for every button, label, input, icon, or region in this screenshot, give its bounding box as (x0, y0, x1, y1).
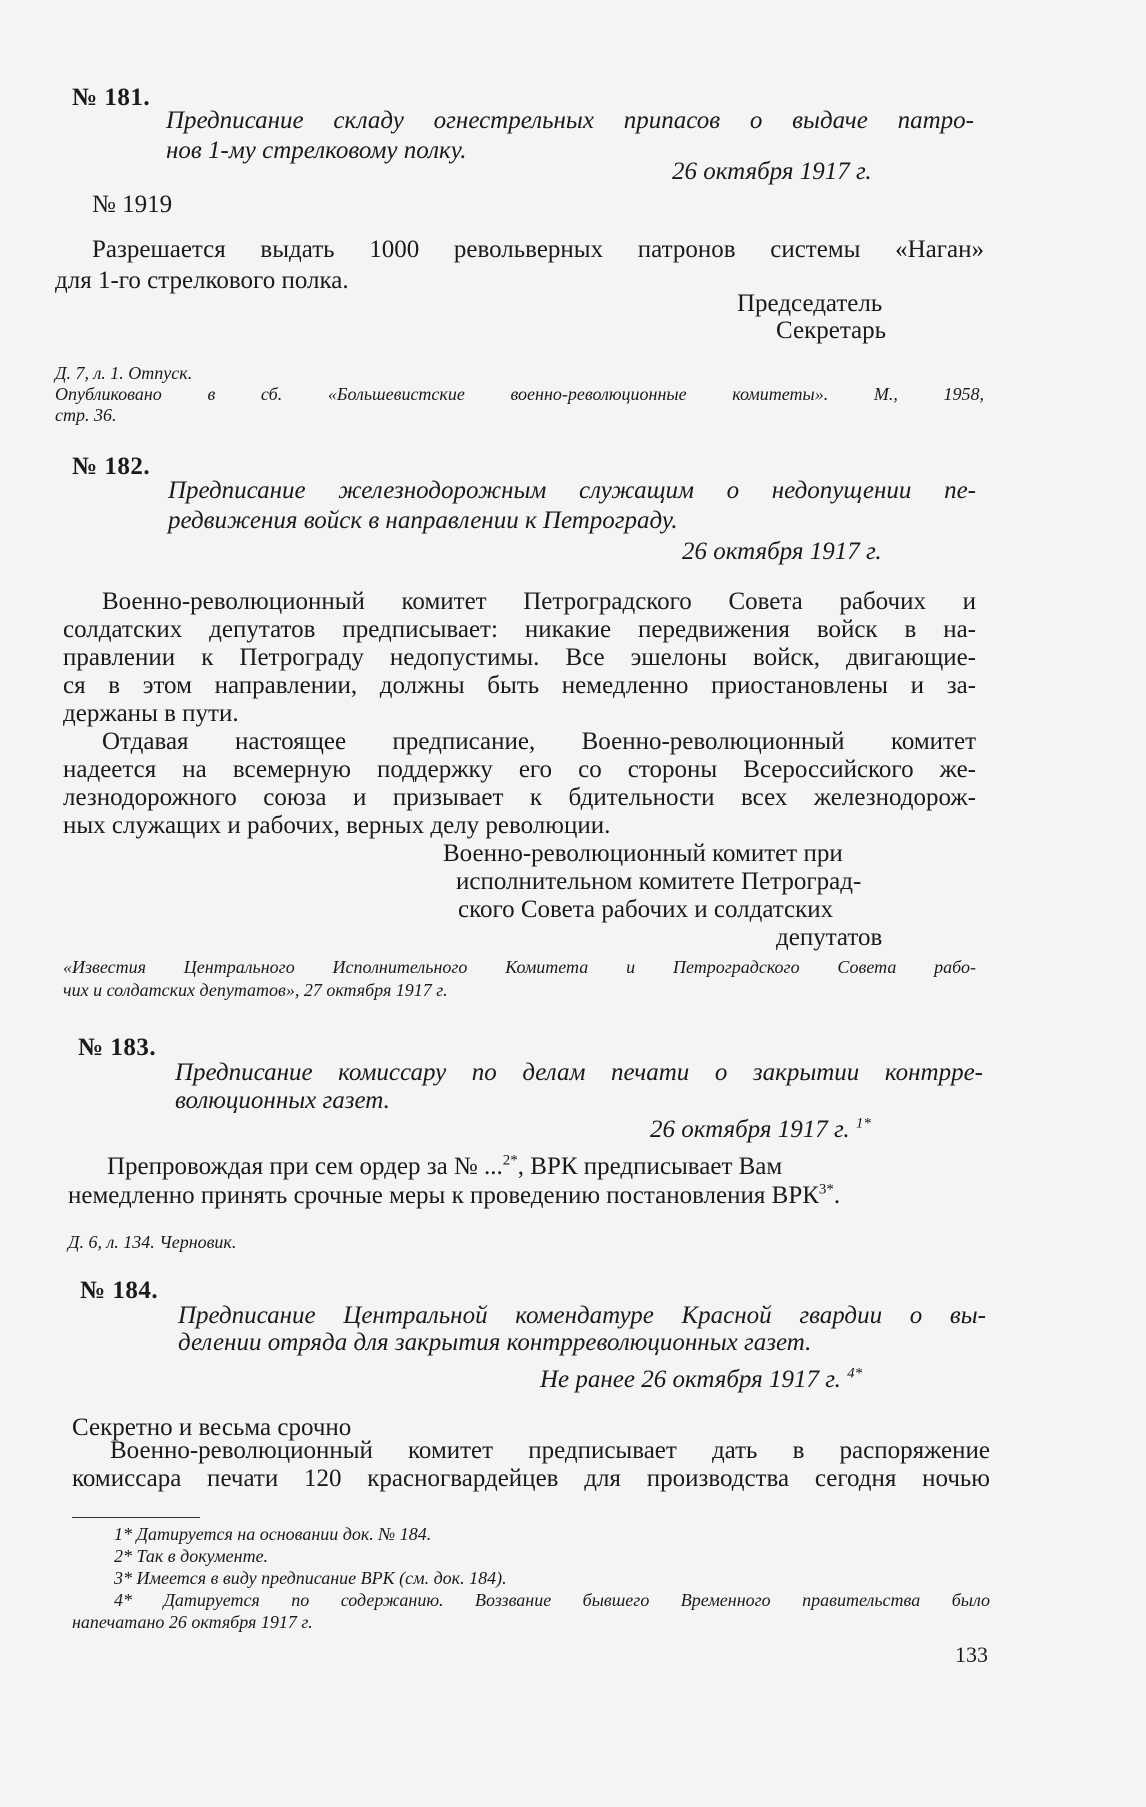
doc-183-number: № 183. (78, 1034, 157, 1061)
doc-181-doc-no: № 1919 (92, 191, 173, 218)
doc-182-source-line-1: «Известия Центрального Исполнительного Комитета и Петроградского Совета рабо- (63, 957, 976, 977)
doc-182-title-line-2: редвижения войск в направлении к Петрограду. (168, 507, 678, 534)
page-number: 133 (955, 1642, 988, 1667)
doc-182-body-line-7: надеется на всемерную поддержку его со стороны Всероссийского же- (63, 756, 976, 783)
doc-182-signature-line-2: исполнительном комитете Петроград- (456, 868, 862, 895)
doc-181-source-line-1: Д. 7, л. 1. Отпуск. (55, 363, 193, 383)
doc-184-secret-note: Секретно и весьма срочно (72, 1414, 352, 1441)
doc-184-body-line-2: комиссара печати 120 красногвардейцев для производства сегодня ночью (72, 1465, 990, 1492)
doc-182-date: 26 октября 1917 г. (682, 538, 882, 565)
doc-182-body-line-9: ных служащих и рабочих, верных делу революции. (63, 812, 611, 839)
footnote-4-continuation: напечатано 26 октября 1917 г. (72, 1612, 313, 1632)
doc-181-source-line-3: стр. 36. (55, 405, 117, 425)
doc-181-title-line-2: нов 1-му стрелковому полку. (166, 137, 467, 164)
doc-184-body-line-1: Военно-революционный комитет предписывает дать в распоряжение (110, 1437, 990, 1464)
footnote-2-text: Так в документе. (136, 1546, 269, 1566)
footnote-4 (114, 1590, 990, 1611)
doc-182-body-line-6: Отдавая настоящее предписание, Военно-революционный комитет (102, 728, 976, 755)
doc-182-body-line-8: лезнодорожного союза и призывает к бдительности всех железнодорож- (63, 784, 976, 811)
doc-182-body-line-4: ся в этом направлении, должны быть немедленно приостановлены и за- (63, 672, 976, 699)
doc-183-date-text: 26 октября 1917 г. (650, 1116, 850, 1143)
doc-184-date-text: Не ранее 26 октября 1917 г. (540, 1366, 841, 1393)
doc-183-date (650, 1116, 871, 1144)
doc-183-source: Д. 6, л. 134. Черновик. (68, 1232, 237, 1252)
doc-183-title-line-2: волюционных газет. (175, 1087, 390, 1114)
doc-182-body-line-1: Военно-революционный комитет Петроградского Совета рабочих и (102, 588, 976, 615)
footnote-1 (114, 1524, 431, 1545)
doc-184-date (540, 1366, 862, 1394)
doc-181-title-line-1: Предписание складу огнестрельных припасов о выдаче патро- (166, 107, 974, 134)
doc-183-body-line-2 (68, 1182, 840, 1210)
doc-183-body-line-1-a: Препровождая при сем ордер за № ... (107, 1153, 503, 1180)
doc-181-body-line-2: для 1-го стрелкового полка. (55, 267, 349, 294)
doc-182-signature-line-1: Военно-революционный комитет при (443, 840, 843, 867)
doc-184-date-footnote-mark: 4* (847, 1365, 863, 1382)
doc-181-signature-secretary: Секретарь (776, 317, 887, 344)
doc-184-title-line-2: делении отряда для закрытия контрреволюционных газет. (178, 1329, 812, 1356)
doc-181-date: 26 октября 1917 г. (672, 158, 872, 185)
doc-182-title-line-1: Предписание железнодорожным служащим о недопущении пе- (168, 477, 976, 504)
doc-181-number: № 181. (72, 84, 151, 111)
doc-182-body-line-5: держаны в пути. (63, 700, 239, 727)
footnote-3-text: Имеется в виду предписание ВРК (см. док. 184). (136, 1568, 507, 1588)
footnote-divider (72, 1517, 200, 1518)
doc-184-number: № 184. (80, 1277, 159, 1304)
doc-182-signature-line-3: ского Совета рабочих и солдатских (458, 896, 834, 923)
footnote-3 (114, 1568, 507, 1589)
doc-183-body-line-2-a: немедленно принять срочные меры к проведению постановления ВРК (68, 1182, 819, 1209)
doc-181-source-line-2: Опубликовано в сб. «Большевистские военно-революционные комитеты». М., 1958, (55, 384, 984, 404)
doc-183-body-line-2-b: . (833, 1182, 841, 1209)
doc-182-number: № 182. (72, 453, 151, 480)
doc-182-body-line-2: солдатских депутатов предписывает: никакие передвижения войск в на- (63, 616, 976, 643)
doc-182-source-line-2: чих и солдатских депутатов», 27 октября 1917 г. (63, 980, 448, 1000)
footnote-1-text: Датируется на основании док. № 184. (136, 1524, 432, 1544)
footnote-2 (114, 1546, 268, 1567)
footnote-4-text: Датируется по содержанию. Воззвание бывшего Временного правительства было (163, 1590, 991, 1610)
doc-181-body-line-1: Разрешается выдать 1000 револьверных патронов системы «Наган» (92, 236, 984, 263)
footnote-2-mark: 2* (114, 1546, 132, 1566)
footnote-3-mark: 3* (114, 1568, 132, 1588)
doc-182-body-line-3: правлении к Петрограду недопустимы. Все эшелоны войск, двигающие- (63, 644, 976, 671)
doc-183-body-footnote-mark-2: 2* (502, 1152, 518, 1169)
doc-182-signature-line-4: депутатов (776, 924, 883, 951)
doc-181-signature-chairman: Председатель (737, 290, 883, 317)
footnote-1-mark: 1* (114, 1524, 132, 1544)
doc-183-body-line-1-b: , ВРК предписывает Вам (517, 1153, 783, 1180)
doc-183-date-footnote-mark: 1* (855, 1115, 871, 1132)
doc-183-body-line-1 (107, 1153, 782, 1181)
doc-183-body-footnote-mark-3: 3* (818, 1181, 834, 1198)
doc-183-title-line-1: Предписание комиссару по делам печати о закрытии контрре- (175, 1059, 983, 1086)
doc-184-title-line-1: Предписание Центральной комендатуре Красной гвардии о вы- (178, 1302, 986, 1329)
footnote-4-mark: 4* (114, 1590, 132, 1610)
